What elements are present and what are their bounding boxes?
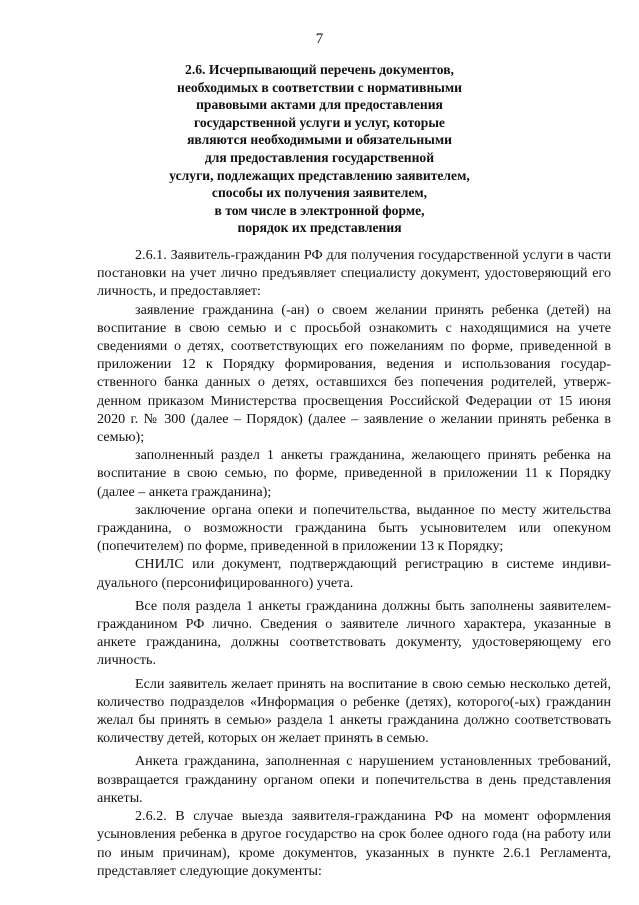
paragraph-questionnaire-section: заполненный раздел 1 анкеты гражданина, желающего принять ребенка на воспитание в свою семью, по форме, приведенной в приложении 11 к Порядку (далее – анкета гражданина); [97, 447, 611, 500]
page-number: 7 [315, 31, 324, 47]
document-body [97, 246, 611, 880]
heading-line: являются необходимыми и обязательными [187, 132, 452, 148]
heading-line: услуги, подлежащих представлению заявителем, [169, 167, 470, 183]
heading-line: 2.6. Исчерпывающий перечень документов, [185, 62, 454, 77]
section-heading [150, 61, 489, 237]
heading-line: для предоставления государственной [204, 149, 435, 165]
paragraph-application-statement: заявление гражданина (-ан) о своем желании принять ребенка (детей) на воспитание в свою семью и с просьбой ознакомить с находящимися на учете сведениями о детях, соответствующих его пожеланиям по форме, приведенной в приложении 12 к Порядку формирования, ведения и использования государственного банка данных о детях, оставшихся без попечения родителей, утвержденном приказом Министерства просвещения Российской Федерации от 15 июня 2020 г. № 300 (далее – Порядок) (далее – заявление о желании принять ребенка в семью); [97, 301, 611, 446]
heading-line: правовыми актами для предоставления [196, 97, 443, 113]
paragraph-several-children: Если заявитель желает принять на воспитание в свою семью несколько детей, количество подразделов «Информация о ребенке (детях), которого(-ых) гражданин желал бы принять в семью» раздела 1 анкеты гражданина должно соответствовать количеству детей, которых он желает принять в семью. [97, 675, 611, 747]
heading-line: порядок их представления [237, 220, 402, 236]
heading-line: способы их получения заявителем, [211, 185, 428, 201]
paragraph-questionnaire-returned: Анкета гражданина, заполненная с нарушением установленных требований, возвращается гражданину органом опеки и попечительства в день представления анкеты. [97, 753, 611, 806]
heading-line: государственной услуги и услуг, которые [194, 114, 445, 130]
paragraph-snils: СНИЛС или документ, подтверждающий регистрацию в системе индивидуального (персонифицированного) учета. [97, 556, 611, 591]
paragraph-questionnaire-fields: Все поля раздела 1 анкеты гражданина должны быть заполнены заявителем-гражданином РФ лично. Сведения о заявителе личного характера, указанные в анкете гражданина, должны соответствовать документу, удостоверяющему его личность. [97, 597, 611, 669]
heading-line: в том числе в электронной форме, [214, 202, 425, 218]
paragraph-2-6-2: 2.6.2. В случае выезда заявителя-гражданина РФ на момент оформления усыновления ребенка в другое государство на срок более одного года (на работу или по иным причинам), кроме документов, указанных в пункте 2.6.1 Регламента, представляет следующие документы: [97, 808, 611, 879]
paragraph-guardianship-conclusion: заключение органа опеки и попечительства, выданное по месту жительства гражданина, о возможности гражданина быть усыновителем или опекуном (попечителем) по форме, приведенной в приложении 13 к Порядку; [97, 501, 611, 555]
paragraph-2-6-1-intro: 2.6.1. Заявитель-гражданин РФ для получения государственной услуги в части постановки на учет лично предъявляет специалисту документ, удостоверяющий его личность, и предоставляет: [97, 247, 611, 300]
heading-line: необходимых в соответствии с нормативными [176, 79, 463, 95]
